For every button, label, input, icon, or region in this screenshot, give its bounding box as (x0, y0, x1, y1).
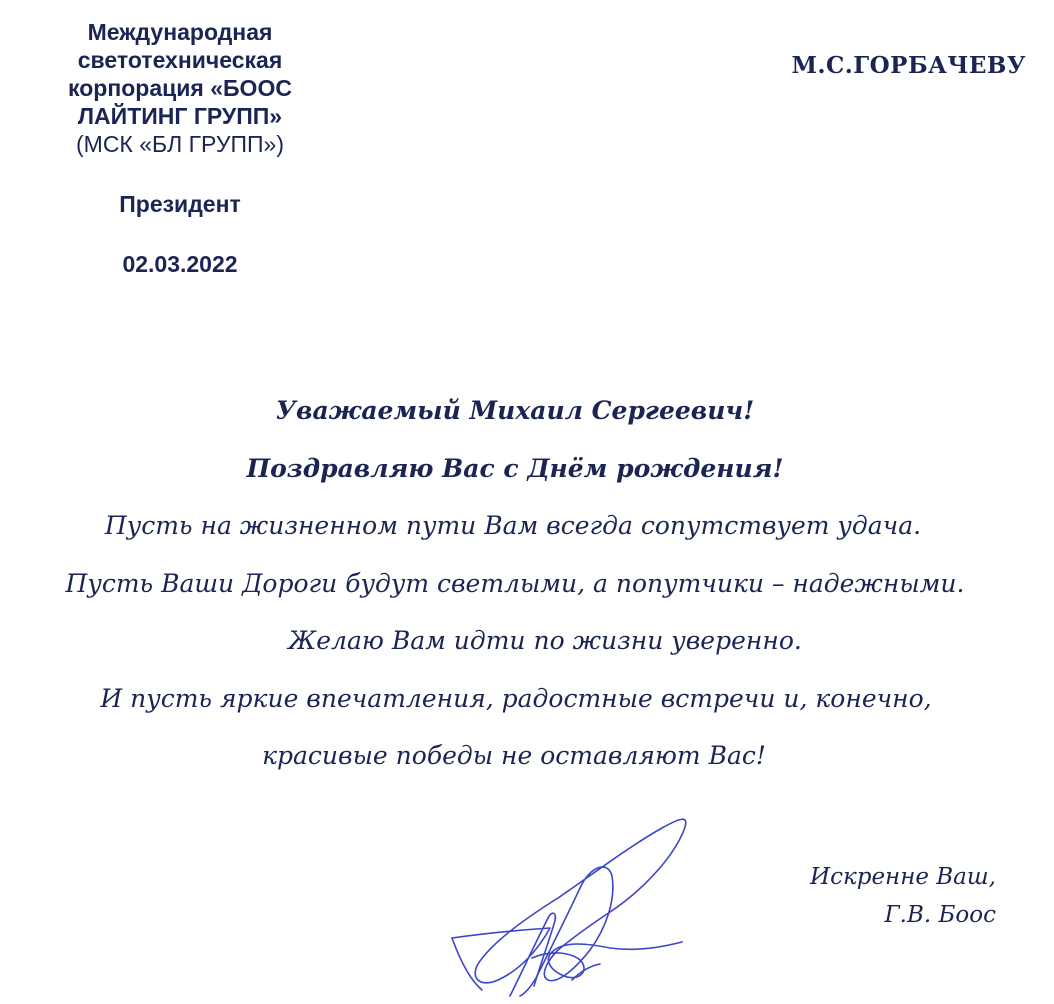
signer-name: Г.В. Боос (884, 902, 996, 928)
org-short-name: (МСК «БЛ ГРУПП») (76, 131, 284, 157)
closing-block (810, 858, 996, 934)
body-line-5: красивые победы не оставляют Вас! (262, 741, 766, 770)
addressee: М.С.ГОРБАЧЕВУ (791, 52, 1026, 79)
org-name-line-4: ЛАЙТИНГ ГРУПП» (77, 103, 283, 129)
org-name-line-2: светотехническая (77, 47, 283, 73)
signature-image (440, 800, 700, 1000)
closing-phrase: Искренне Ваш, (810, 864, 996, 890)
letter-date: 02.03.2022 (122, 251, 238, 277)
congratulation-line: Поздравляю Вас с Днём рождения! (246, 453, 784, 483)
org-name-line-1: Международная (87, 19, 273, 45)
body-line-2: Пусть Ваши Дороги будут светлыми, а попутчики – надежными. (65, 568, 965, 598)
sender-role: Президент (119, 191, 241, 217)
body-line-1: Пусть на жизненном пути Вам всегда сопутствует удача. (104, 511, 922, 540)
body-line-3: Желаю Вам идти по жизни уверенно. (288, 626, 802, 655)
letter-body (0, 390, 1054, 793)
salutation: Уважаемый Михаил Сергеевич! (275, 396, 755, 425)
body-line-4: И пусть яркие впечатления, радостные встречи и, конечно, (100, 683, 932, 713)
letterhead (30, 18, 330, 278)
org-name-line-3: корпорация «БООС (68, 75, 292, 101)
